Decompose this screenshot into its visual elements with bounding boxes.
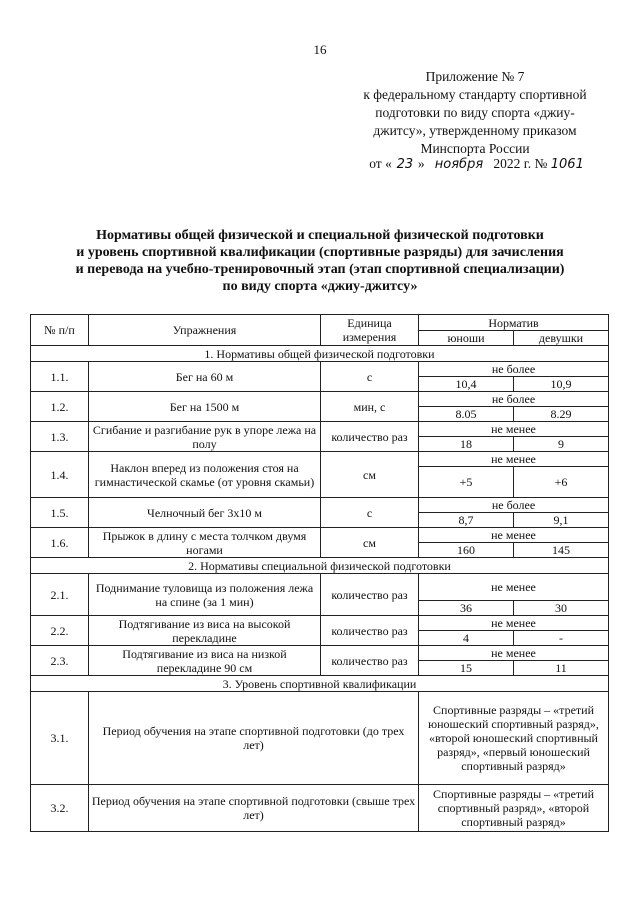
row-girls-value: 8.29 xyxy=(514,407,609,422)
row-boys-value: 36 xyxy=(419,601,514,616)
row-num: 1.1. xyxy=(31,362,89,392)
row-girls-value: +6 xyxy=(514,467,609,498)
row-condition: не менее xyxy=(419,574,609,601)
section-title-row xyxy=(31,676,609,692)
handwritten-order-number: 1061 xyxy=(550,157,584,172)
row-num: 1.2. xyxy=(31,392,89,422)
row-exercise: Подтягивание из виса на высокой перекладине xyxy=(89,616,321,646)
header-unit: Единица измерения xyxy=(321,315,419,346)
row-exercise: Сгибание и разгибание рук в упоре лежа на полу xyxy=(89,422,321,452)
row-condition: не более xyxy=(419,498,609,513)
date-prefix: от « xyxy=(369,156,392,171)
row-exercise: Прыжок в длину с места толчком двумя ногами xyxy=(89,528,321,558)
appendix-line: подготовки по виду спорта «джиу- xyxy=(375,105,575,120)
title-line: Нормативы общей физической и специальной физической подготовки xyxy=(96,228,544,243)
row-num: 3.2. xyxy=(31,785,89,832)
row-girls-value: 145 xyxy=(514,543,609,558)
header-num: № п/п xyxy=(31,315,89,346)
row-boys-value: 8.05 xyxy=(419,407,514,422)
row-condition: не более xyxy=(419,392,609,407)
header-norm: Норматив xyxy=(419,315,609,331)
date-year: 2022 г. № xyxy=(493,156,548,171)
row-condition: не менее xyxy=(419,422,609,437)
appendix-line: Приложение № 7 xyxy=(425,69,525,84)
row-num: 1.5. xyxy=(31,498,89,528)
row-exercise: Челночный бег 3х10 м xyxy=(89,498,321,528)
row-exercise: Подтягивание из виса на низкой перекладине 90 см xyxy=(89,646,321,676)
section-title: 3. Уровень спортивной квалификации xyxy=(31,676,609,692)
row-condition: не менее xyxy=(419,646,609,661)
row-condition: не менее xyxy=(419,452,609,467)
row-num: 2.2. xyxy=(31,616,89,646)
header-boys: юноши xyxy=(419,331,514,346)
table-row xyxy=(31,422,609,437)
row-girls-value: 9,1 xyxy=(514,513,609,528)
row-unit: количество раз xyxy=(321,616,419,646)
row-unit: мин, с xyxy=(321,392,419,422)
table-header-row xyxy=(31,315,609,331)
appendix-header xyxy=(340,68,610,158)
document-title xyxy=(30,227,610,295)
appendix-line: к федеральному стандарту спортивной xyxy=(363,87,587,102)
row-condition: не более xyxy=(419,362,609,377)
row-boys-value: +5 xyxy=(419,467,514,498)
row-unit: с xyxy=(321,362,419,392)
row-girls-value: 10,9 xyxy=(514,377,609,392)
row-num: 2.3. xyxy=(31,646,89,676)
table-row xyxy=(31,392,609,407)
row-qualification: Спортивные разряды – «третий юношеский спортивный разряд», «второй юношеский спортивный разряд», «первый юношеский спортивный разряд» xyxy=(419,692,609,785)
row-num: 2.1. xyxy=(31,574,89,616)
table-row xyxy=(31,528,609,543)
row-girls-value: - xyxy=(514,631,609,646)
row-qualification: Спортивные разряды – «третий спортивный разряд», «второй спортивный разряд» xyxy=(419,785,609,832)
row-exercise: Период обучения на этапе спортивной подготовки (свыше трех лет) xyxy=(89,785,419,832)
row-condition: не менее xyxy=(419,616,609,631)
row-unit: см xyxy=(321,528,419,558)
table-row xyxy=(31,574,609,601)
section-title-row xyxy=(31,558,609,574)
row-girls-value: 30 xyxy=(514,601,609,616)
row-boys-value: 160 xyxy=(419,543,514,558)
page-number: 16 xyxy=(313,42,327,57)
section-title: 2. Нормативы специальной физической подготовки xyxy=(31,558,609,574)
title-line: и уровень спортивной квалификации (спортивные разряды) для зачисления xyxy=(76,245,564,260)
row-exercise: Наклон вперед из положения стоя на гимнастической скамье (от уровня скамьи) xyxy=(89,452,321,498)
title-line: и перевода на учебно-тренировочный этап (этап спортивной специализации) xyxy=(75,262,565,277)
table-row xyxy=(31,785,609,832)
appendix-line: Минспорта России xyxy=(420,141,530,156)
table-row xyxy=(31,452,609,467)
row-num: 1.6. xyxy=(31,528,89,558)
order-date-line xyxy=(340,156,610,172)
row-unit: количество раз xyxy=(321,646,419,676)
row-unit: с xyxy=(321,498,419,528)
table-row xyxy=(31,646,609,661)
section-title-row xyxy=(31,346,609,362)
row-boys-value: 10,4 xyxy=(419,377,514,392)
row-unit: количество раз xyxy=(321,574,419,616)
handwritten-month: ноября xyxy=(434,157,484,172)
appendix-line: джитсу», утвержденному приказом xyxy=(373,123,577,138)
row-exercise: Период обучения на этапе спортивной подготовки (до трех лет) xyxy=(89,692,419,785)
row-unit: см xyxy=(321,452,419,498)
table-row xyxy=(31,616,609,631)
row-boys-value: 4 xyxy=(419,631,514,646)
row-exercise: Бег на 1500 м xyxy=(89,392,321,422)
row-girls-value: 11 xyxy=(514,661,609,676)
header-girls: девушки xyxy=(514,331,609,346)
row-num: 3.1. xyxy=(31,692,89,785)
date-mid: » xyxy=(417,156,425,171)
row-girls-value: 9 xyxy=(514,437,609,452)
header-exercise: Упражнения xyxy=(89,315,321,346)
row-exercise: Поднимание туловища из положения лежа на спине (за 1 мин) xyxy=(89,574,321,616)
section-title: 1. Нормативы общей физической подготовки xyxy=(31,346,609,362)
row-boys-value: 15 xyxy=(419,661,514,676)
table-row xyxy=(31,692,609,785)
row-boys-value: 18 xyxy=(419,437,514,452)
standards-table xyxy=(30,314,609,832)
row-num: 1.3. xyxy=(31,422,89,452)
row-unit: количество раз xyxy=(321,422,419,452)
row-num: 1.4. xyxy=(31,452,89,498)
row-boys-value: 8,7 xyxy=(419,513,514,528)
table-row xyxy=(31,362,609,377)
row-condition: не менее xyxy=(419,528,609,543)
table-row xyxy=(31,498,609,513)
title-line: по виду спорта «джиу-джитсу» xyxy=(222,279,418,294)
handwritten-day: 23 xyxy=(396,157,414,172)
row-exercise: Бег на 60 м xyxy=(89,362,321,392)
